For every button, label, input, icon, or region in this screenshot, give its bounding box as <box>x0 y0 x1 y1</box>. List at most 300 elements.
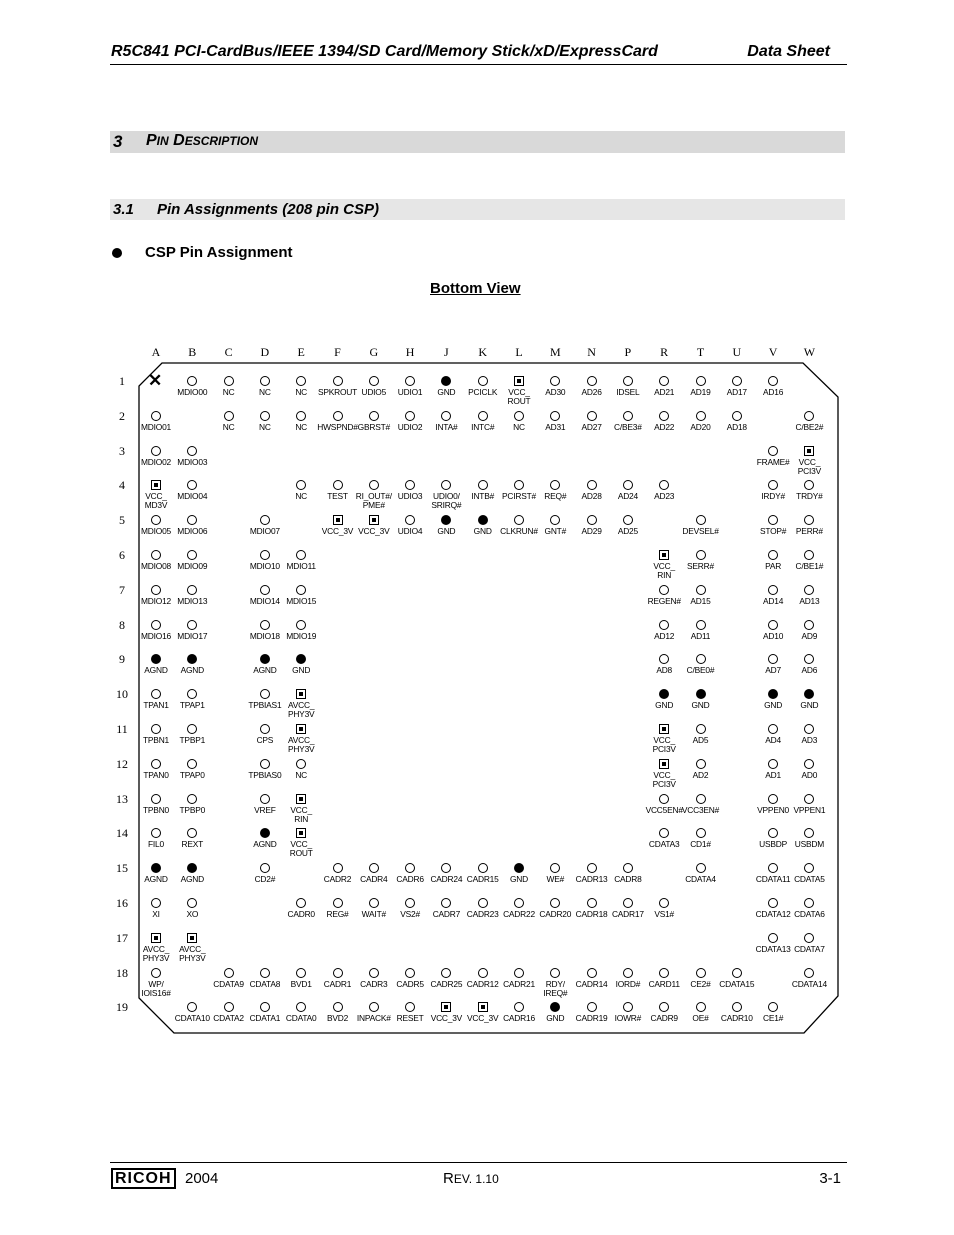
power-pin-icon <box>187 933 197 943</box>
signal-pin-icon <box>623 898 633 908</box>
pin-label: AD8 <box>656 665 673 676</box>
pin <box>673 689 729 710</box>
pin-label: VCC_3V <box>358 526 390 537</box>
row-label: 3 <box>119 443 125 458</box>
signal-pin-icon <box>441 898 451 908</box>
pin-label: MDIO03 <box>177 456 208 467</box>
power-pin-icon <box>659 724 669 734</box>
signal-pin-icon <box>587 898 597 908</box>
pin-label: AD4 <box>765 735 781 745</box>
pin-label: CADR4 <box>360 874 388 885</box>
power-pin-icon <box>369 515 379 525</box>
signal-pin-icon <box>659 654 669 664</box>
pin <box>237 863 293 884</box>
pin-label: CDATA3 <box>648 839 680 850</box>
pin-label: C/BE3# <box>614 421 642 432</box>
signal-pin-icon <box>696 654 706 664</box>
pin-label: AD15 <box>690 595 711 606</box>
signal-pin-icon <box>478 480 488 490</box>
pin-label: CADR0 <box>287 909 315 919</box>
header-doc-type: Data Sheet <box>747 43 830 60</box>
pin-label: AVCC_ PHY3V <box>287 735 315 754</box>
pin-label: VPPEN1 <box>793 804 826 815</box>
pin-label: CADR21 <box>503 978 535 989</box>
signal-pin-icon <box>333 480 343 490</box>
signal-pin-icon <box>151 898 161 908</box>
signal-pin-icon <box>587 376 597 386</box>
pin <box>164 863 220 884</box>
pin <box>273 585 329 606</box>
column-label: K <box>478 345 488 359</box>
pin <box>128 968 184 998</box>
pin-label: UDIO4 <box>397 526 423 537</box>
signal-pin-icon <box>659 1002 669 1012</box>
signal-pin-icon <box>333 898 343 908</box>
signal-pin-icon <box>296 968 306 978</box>
pin-label: HWSPND# <box>317 421 358 432</box>
signal-pin-icon <box>405 863 415 873</box>
signal-pin-icon <box>260 515 270 525</box>
signal-pin-icon <box>441 480 451 490</box>
pin <box>164 550 220 571</box>
signal-pin-icon <box>260 550 270 560</box>
pin-label: TPBN0 <box>143 804 169 815</box>
signal-pin-icon <box>441 863 451 873</box>
column-label: J <box>444 345 449 359</box>
pin-label: AD7 <box>765 665 781 676</box>
pin <box>781 759 837 780</box>
signal-pin-icon <box>659 411 669 421</box>
signal-pin-icon <box>224 376 234 386</box>
signal-pin-icon <box>333 1002 343 1012</box>
signal-pin-icon <box>768 794 778 804</box>
ground-pin-icon <box>696 689 706 699</box>
column-label: M <box>549 345 561 359</box>
pin-label: CDATA6 <box>794 909 825 919</box>
signal-pin-icon <box>224 968 234 978</box>
pin-label: NC <box>259 421 271 432</box>
pin-label: MDIO13 <box>177 595 208 606</box>
pin-label: RESET <box>396 1013 424 1024</box>
pin-label: CLKRUN# <box>500 526 538 537</box>
signal-pin-icon <box>659 828 669 838</box>
signal-pin-icon <box>260 724 270 734</box>
pin-label: NC <box>295 769 308 780</box>
pin <box>164 898 220 919</box>
column-label: C <box>224 345 233 359</box>
signal-pin-icon <box>659 480 669 490</box>
pin <box>273 759 329 780</box>
pin-label: VREF <box>254 804 276 815</box>
pin1-marker: ✕ <box>148 371 163 390</box>
signal-pin-icon <box>405 411 415 421</box>
pin-label: TPAN1 <box>143 700 169 711</box>
subsection-title: Pin Assignments (208 pin CSP) <box>157 201 379 218</box>
column-label: E <box>297 345 305 359</box>
power-pin-icon <box>151 933 161 943</box>
pin-label: PCICLK <box>468 387 498 397</box>
pin-label: AGND <box>180 874 204 885</box>
pin-label: VCC_3V <box>430 1013 463 1024</box>
signal-pin-icon <box>696 863 706 873</box>
pin <box>781 654 837 675</box>
pin-label: AD14 <box>763 595 784 606</box>
signal-pin-icon <box>550 480 560 490</box>
pin-label: CARD11 <box>648 978 680 989</box>
pin <box>781 446 837 476</box>
signal-pin-icon <box>514 480 524 490</box>
row-label: 11 <box>116 722 128 736</box>
pin-label: MDIO08 <box>141 561 171 571</box>
pin-label: CADR3 <box>360 978 388 989</box>
pin-label: VCC_ ROUT <box>507 387 531 406</box>
pin-label: CDATA8 <box>249 978 281 989</box>
pin-label: NC <box>295 387 308 397</box>
signal-pin-icon <box>187 376 197 386</box>
row-label: 5 <box>119 513 125 528</box>
pin <box>164 794 220 815</box>
signal-pin-icon <box>623 376 633 386</box>
signal-pin-icon <box>187 550 197 560</box>
pin-label: AD26 <box>581 387 602 397</box>
pin-label: CE1# <box>763 1013 784 1024</box>
power-pin-icon <box>478 1002 488 1012</box>
signal-pin-icon <box>732 411 742 421</box>
pin-label: AVCC_ PHY3V <box>142 943 170 963</box>
signal-pin-icon <box>768 480 778 490</box>
signal-pin-icon <box>696 968 706 978</box>
signal-pin-icon <box>151 446 161 456</box>
pin-label: GND <box>509 874 528 885</box>
pin <box>164 446 220 467</box>
pin-label: CADR16 <box>503 1013 535 1024</box>
pin-label: TPBIAS0 <box>248 769 282 780</box>
pin-label: CADR23 <box>466 909 499 919</box>
pin-label: C/BE2# <box>795 421 824 432</box>
signal-pin-icon <box>804 480 814 490</box>
signal-pin-icon <box>187 898 197 908</box>
pin-label: CADR20 <box>539 909 572 919</box>
pin-label: TPBP1 <box>179 735 206 745</box>
pin-label: SPKROUT <box>317 387 358 397</box>
pin-label: AVCC_ PHY3V <box>179 943 206 963</box>
pin-label: AD9 <box>801 630 818 641</box>
signal-pin-icon <box>187 1002 197 1012</box>
signal-pin-icon <box>405 480 415 490</box>
pin <box>781 480 837 501</box>
pin-label: VCC_ MD3V <box>144 491 168 511</box>
signal-pin-icon <box>804 411 814 421</box>
pin-label: AD30 <box>545 387 566 397</box>
pin-label: CDATA12 <box>755 909 791 919</box>
pin-label: GND <box>655 700 674 711</box>
pin <box>600 515 656 536</box>
pin-label: AD18 <box>726 421 747 432</box>
pin-label: CADR18 <box>575 909 608 919</box>
row-label: 19 <box>116 1000 128 1015</box>
column-label: U <box>732 345 742 359</box>
pin-label: C/BE1# <box>795 561 824 571</box>
view-title: Bottom View <box>430 280 521 297</box>
column-label: V <box>768 345 778 359</box>
pin-label: AD31 <box>545 421 566 432</box>
signal-pin-icon <box>187 446 197 456</box>
pin <box>164 480 220 501</box>
pin-label: MDIO17 <box>177 630 208 641</box>
pin-label: UDIO0/ SRIRQ# <box>431 491 462 511</box>
signal-pin-icon <box>550 376 560 386</box>
pin-label: WP/ IOIS16# <box>141 978 171 998</box>
signal-pin-icon <box>224 1002 234 1012</box>
signal-pin-icon <box>260 585 270 595</box>
subsection-number: 3.1 <box>113 201 134 218</box>
signal-pin-icon <box>768 1002 778 1012</box>
ground-pin-icon <box>187 654 197 664</box>
pin-label: VS2# <box>400 909 420 919</box>
pin-label: VCC5EN# <box>645 804 683 815</box>
pin-label: TPBN1 <box>143 735 169 745</box>
pin <box>781 794 837 815</box>
signal-pin-icon <box>151 550 161 560</box>
signal-pin-icon <box>478 898 488 908</box>
signal-pin-icon <box>696 515 706 525</box>
signal-pin-icon <box>768 515 778 525</box>
column-label: G <box>369 345 379 359</box>
pin-label: CDATA4 <box>685 874 716 885</box>
column-label: L <box>515 345 523 359</box>
pin-label: IRDY# <box>761 491 785 502</box>
pin-label: MDIO12 <box>141 595 171 606</box>
signal-pin-icon <box>187 515 197 525</box>
footer-revision: REV. 1.10 <box>443 1170 499 1187</box>
row-label: 16 <box>116 896 128 910</box>
signal-pin-icon <box>587 863 597 873</box>
signal-pin-icon <box>369 480 379 490</box>
signal-pin-icon <box>514 515 524 525</box>
power-pin-icon <box>296 794 306 804</box>
pin-label: MDIO16 <box>141 630 171 641</box>
pin-label: DEVSEL# <box>682 526 719 537</box>
section-number: 3 <box>113 132 123 151</box>
signal-pin-icon <box>550 898 560 908</box>
pin-label: AGND <box>180 665 204 676</box>
signal-pin-icon <box>187 620 197 630</box>
row-label: 15 <box>116 861 128 876</box>
pin <box>709 968 765 989</box>
signal-pin-icon <box>187 828 197 838</box>
signal-pin-icon <box>768 759 778 769</box>
signal-pin-icon <box>187 689 197 699</box>
signal-pin-icon <box>151 515 161 525</box>
pin-label: MDIO00 <box>177 387 208 397</box>
pin-label: CD2# <box>254 874 276 885</box>
signal-pin-icon <box>804 828 814 838</box>
signal-pin-icon <box>151 585 161 595</box>
signal-pin-icon <box>296 480 306 490</box>
pin-label: CDATA5 <box>794 874 825 885</box>
pin-label: CADR5 <box>396 978 424 989</box>
pin <box>781 515 837 536</box>
column-label: B <box>188 345 197 359</box>
signal-pin-icon <box>804 585 814 595</box>
pin-label: GND <box>800 700 819 711</box>
signal-pin-icon <box>659 376 669 386</box>
pin-label: BVD1 <box>290 978 312 989</box>
signal-pin-icon <box>441 411 451 421</box>
ground-pin-icon <box>804 689 814 699</box>
signal-pin-icon <box>296 411 306 421</box>
pin-label: AD22 <box>654 421 675 432</box>
pin-label: TEST <box>327 491 348 502</box>
pin-label: AD28 <box>581 491 602 502</box>
pin-label: CADR14 <box>575 978 608 989</box>
pin-label: CDATA0 <box>285 1013 317 1024</box>
pin-label: GBRST# <box>357 421 390 432</box>
pin <box>164 654 220 675</box>
pin-label: CDATA11 <box>755 874 791 885</box>
signal-pin-icon <box>768 724 778 734</box>
power-pin-icon <box>514 376 524 386</box>
signal-pin-icon <box>696 550 706 560</box>
pin <box>164 724 220 745</box>
row-label: 7 <box>119 582 125 597</box>
pin <box>273 724 329 754</box>
pin-label: VCC_3V <box>321 526 354 537</box>
pin <box>673 759 729 780</box>
signal-pin-icon <box>623 1002 633 1012</box>
pin-label: STOP# <box>759 526 787 537</box>
signal-pin-icon <box>550 863 560 873</box>
pin-label: AD16 <box>763 387 784 397</box>
pin-label: MDIO14 <box>249 595 280 606</box>
row-label: 12 <box>116 756 128 771</box>
pin-label: PERR# <box>795 526 823 537</box>
row-label: 2 <box>119 408 125 423</box>
signal-pin-icon <box>587 1002 597 1012</box>
pin-label: AD12 <box>654 630 675 641</box>
pin-label: CE2# <box>690 978 711 989</box>
pin <box>673 550 729 571</box>
pin-label: CADR1 <box>323 978 352 989</box>
pin-label: MDIO06 <box>177 526 208 537</box>
pin-label: IORD# <box>615 978 641 989</box>
signal-pin-icon <box>587 411 597 421</box>
signal-pin-icon <box>696 1002 706 1012</box>
signal-pin-icon <box>623 515 633 525</box>
ground-pin-icon <box>659 689 669 699</box>
column-label: H <box>405 345 415 359</box>
section-title: PIN DESCRIPTION <box>146 132 259 149</box>
signal-pin-icon <box>768 654 778 664</box>
signal-pin-icon <box>369 376 379 386</box>
column-label: A <box>151 345 161 359</box>
power-pin-icon <box>659 759 669 769</box>
signal-pin-icon <box>151 794 161 804</box>
pin-label: GND <box>437 387 456 397</box>
signal-pin-icon <box>514 968 524 978</box>
signal-pin-icon <box>514 1002 524 1012</box>
pin-label: MDIO15 <box>286 595 317 606</box>
pin <box>273 620 329 641</box>
pin-label: VCC_ RIN <box>290 804 312 824</box>
column-label: F <box>334 345 341 359</box>
pin-label: TPAN0 <box>143 769 169 780</box>
pin-label: AD3 <box>801 735 818 745</box>
signal-pin-icon <box>804 724 814 734</box>
footer-page: 3-1 <box>819 1170 841 1187</box>
pin-label: IOWR# <box>614 1013 642 1024</box>
pin-label: AD25 <box>617 526 638 537</box>
pin-label: INTC# <box>471 421 495 432</box>
pin-label: MDIO19 <box>286 630 317 641</box>
signal-pin-icon <box>768 898 778 908</box>
signal-pin-icon <box>369 863 379 873</box>
header-title: R5C841 PCI-CardBus/IEEE 1394/SD Card/Memory Stick/xD/ExpressCard <box>111 43 658 60</box>
pin-label: AD27 <box>581 421 602 432</box>
signal-pin-icon <box>151 724 161 734</box>
pin-label: VCC_ ROUT <box>289 839 313 859</box>
pin <box>164 689 220 710</box>
pin <box>673 828 729 849</box>
pin <box>745 1002 801 1023</box>
pin <box>673 515 729 536</box>
pin-label: AD5 <box>692 735 709 745</box>
pin-label: TPAP0 <box>179 769 205 780</box>
ground-pin-icon <box>478 515 488 525</box>
signal-pin-icon <box>768 550 778 560</box>
pin <box>273 689 329 719</box>
signal-pin-icon <box>224 411 234 421</box>
signal-pin-icon <box>659 968 669 978</box>
pin-label: CADR15 <box>466 874 499 885</box>
power-pin-icon <box>441 1002 451 1012</box>
signal-pin-icon <box>659 794 669 804</box>
pin-label: NC <box>295 421 308 432</box>
signal-pin-icon <box>333 376 343 386</box>
pin <box>128 411 184 432</box>
signal-pin-icon <box>804 933 814 943</box>
pin-label: AD24 <box>617 491 638 502</box>
signal-pin-icon <box>587 968 597 978</box>
pin-label: VCC_ RIN <box>653 561 675 580</box>
pin <box>273 828 329 858</box>
signal-pin-icon <box>478 968 488 978</box>
pin-label: AD1 <box>765 769 781 780</box>
pin <box>164 515 220 536</box>
pin <box>636 480 692 501</box>
signal-pin-icon <box>696 724 706 734</box>
ricoh-logo: RICOH <box>111 1170 176 1188</box>
pin-label: CADR17 <box>611 909 644 919</box>
bullet-text: CSP Pin Assignment <box>145 244 293 261</box>
pin-label: IDSEL <box>616 387 640 397</box>
pin-label: MDIO11 <box>286 561 316 571</box>
pin-label: CADR22 <box>503 909 535 919</box>
pin-label: FRAME# <box>756 456 790 467</box>
pin-label: BVD2 <box>326 1013 349 1024</box>
pin-label: UDIO3 <box>397 491 423 502</box>
pin-label: REG# <box>326 909 349 919</box>
pin-label: CDATA10 <box>174 1013 210 1024</box>
pin-label: MDIO02 <box>141 456 171 467</box>
signal-pin-icon <box>550 515 560 525</box>
pin-label: VCC3EN# <box>681 804 720 815</box>
signal-pin-icon <box>623 968 633 978</box>
signal-pin-icon <box>550 968 560 978</box>
pin-label: RDY/ IREQ# <box>543 978 568 998</box>
pin-label: AD21 <box>654 387 675 397</box>
pin-label: CDATA1 <box>249 1013 281 1024</box>
